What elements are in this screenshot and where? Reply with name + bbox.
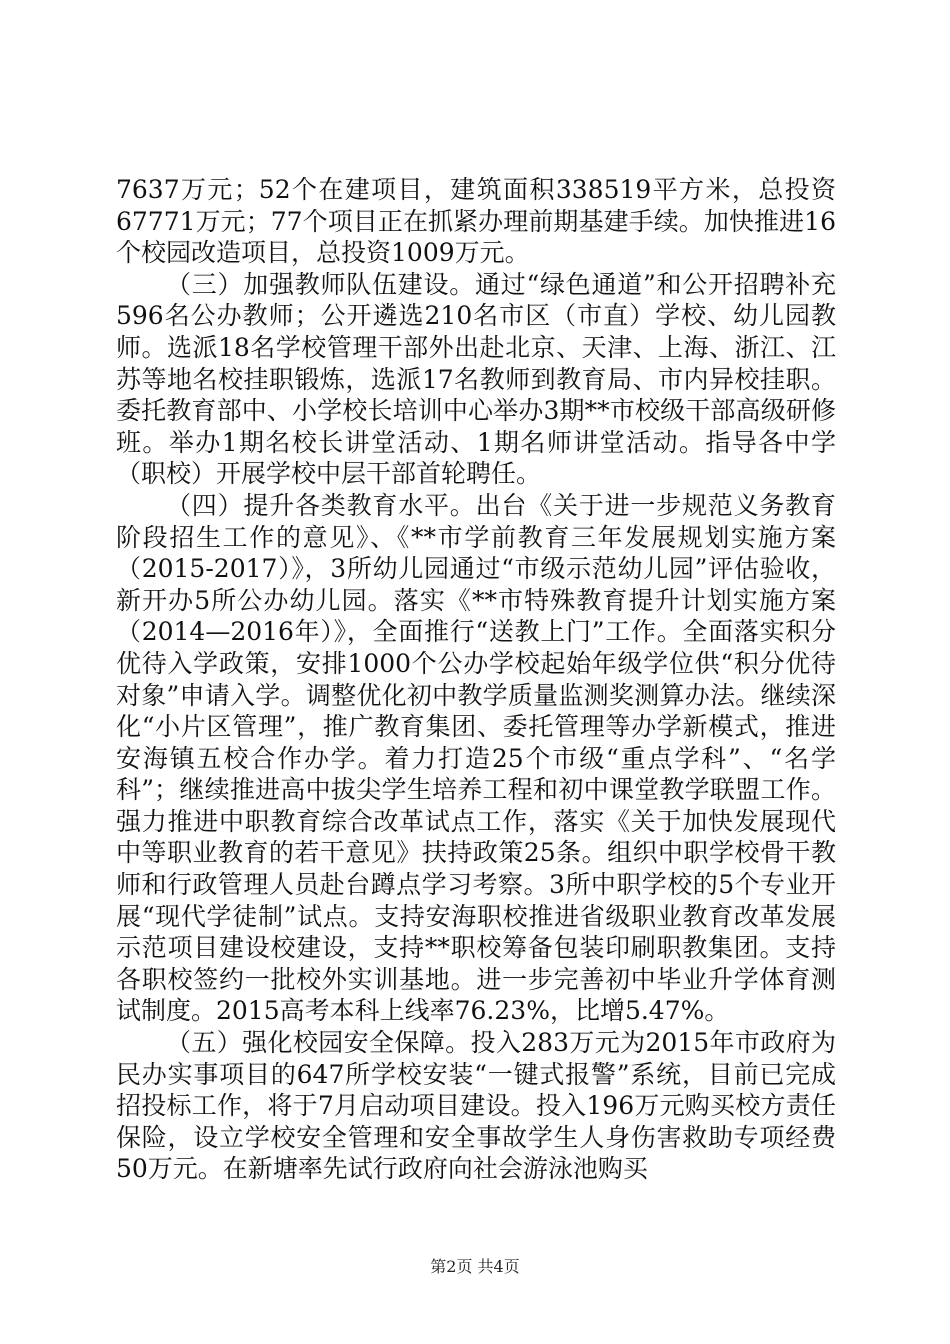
paragraph-campus-safety: （五）强化校园安全保障。投入283万元为2015年市政府为民办实事项目的647所学校安装“一键式报警”系统，目前已完成招投标工作，将于7月启动项目建设。投入196万元购买校方责任保险，设立学校安全管理和安全事故学生人身伤害救助专项经费50万元。在新塘率先试行政府向社会游泳池购买 xyxy=(116,1028,836,1184)
document-body xyxy=(116,174,836,1185)
paragraph-teacher-team: （三）加强教师队伍建设。通过“绿色通道”和公开招聘补充596名公办教师；公开遴选210名市区（市直）学校、幼儿园教师。选派18名学校管理干部外出赴北京、天津、上海、浙江、江苏等地名校挂职锻炼，选派17名教师到教育局、市内异校挂职。委托教育部中、小学校长培训中心举办3期**市校级干部高级研修班。举办1期名校长讲堂活动、1期名师讲堂活动。指导各中学（职校）开展学校中层干部首轮聘任。 xyxy=(116,269,836,489)
page-footer: 第2页 共4页 xyxy=(430,1257,520,1276)
paragraph-continuation: 7637万元；52个在建项目，建筑面积338519平方米，总投资67771万元；77个项目正在抓紧办理前期基建手续。加快推进16个校园改造项目，总投资1009万元。 xyxy=(116,175,836,268)
paragraph-education-level: （四）提升各类教育水平。出台《关于进一步规范义务教育阶段招生工作的意见》、《**市学前教育三年发展规划实施方案（2015-2017）》，3所幼儿园通过“市级示范幼儿园”评估验收，新开办5所公办幼儿园。落实《**市特殊教育提升计划实施方案（2014—2016年）》，全面推行“送教上门”工作。全面落实积分优待入学政策，安排1000个公办学校起始年级学位供“积分优待对象”申请入学。调整优化初中教学质量监测奖测算办法。继续深化“小片区管理”，推广教育集团、委托管理等办学新模式，推进安海镇五校合作办学。着力打造25个市级“重点学科”、“名学科”；继续推进高中拔尖学生培养工程和初中课堂教学联盟工作。强力推进中职教育综合改革试点工作，落实《关于加快发展现代中等职业教育的若干意见》扶持政策25条。组织中职学校骨干教师和行政管理人员赴台蹲点学习考察。3所中职学校的5个专业开展“现代学徒制”试点。支持安海职校推进省级职业教育改革发展示范项目建设校建设，支持**职校筹备包装印刷职教集团。支持各职校签约一批校外实训基地。进一步完善初中毕业升学体育测试制度。2015高考本科上线率76.23%，比增5.47%。 xyxy=(116,490,836,1026)
